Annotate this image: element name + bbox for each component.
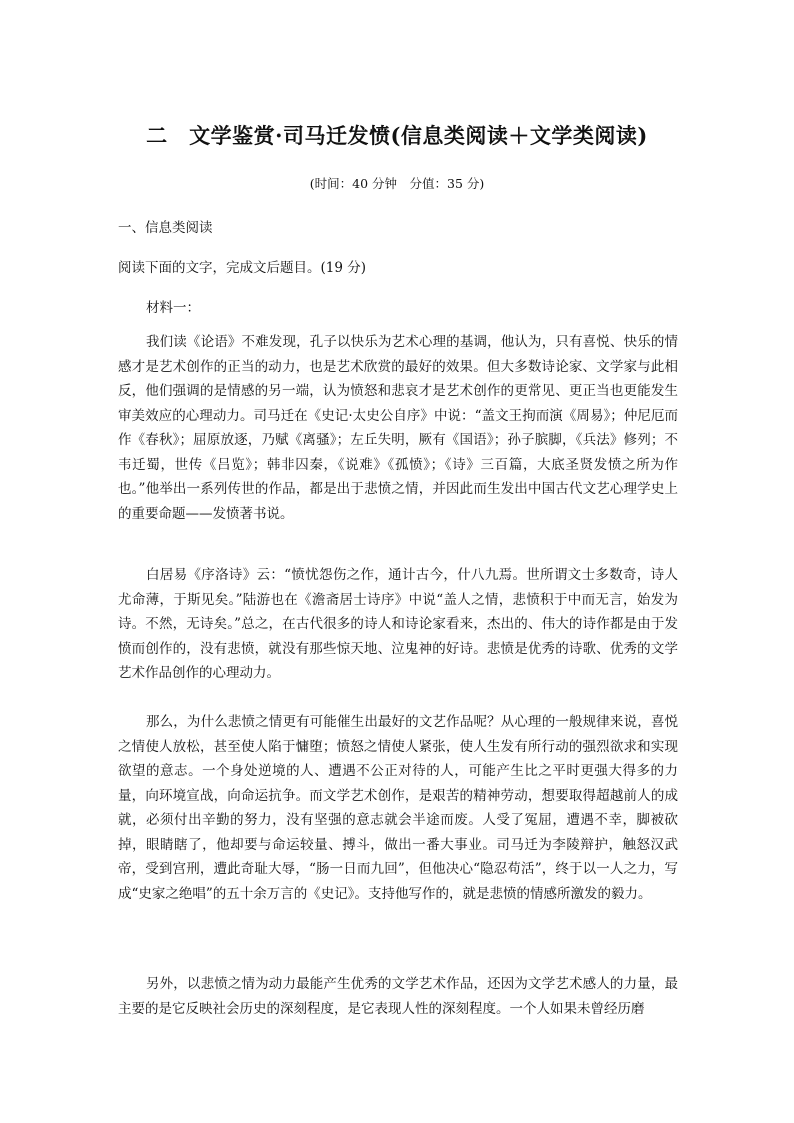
paragraph: 我们读《论语》不难发现，孔子以快乐为艺术心理的基调，他认为，只有喜悦、快乐的情感才是艺术创作的正当的动力，也是艺术欣赏的最好的效果。但大多数诗论家、文学家与此相反，他们强调的是情感的另一端，认为愤怒和悲哀才是艺术创作的更常见、更正当也更能发生审美效应的心理动力。司马迁在《史记·太史公自序》中说：“盖文王拘而演《周易》；仲尼厄而作《春秋》；屈原放逐，乃赋《离骚》；左丘失明，厥有《国语》；孙子膑脚，《兵法》修列；不韦迁蜀，世传《吕览》；韩非囚秦，《说难》《孤愤》；《诗》三百篇，大底圣贤发愤之所为作也。”他举出一系列传世的作品，都是出于悲愤之情，并因此而生发出中国古代文艺心理学史上的重要命题——发愤著书说。 <box>118 334 678 522</box>
section-heading: 一、信息类阅读 <box>118 220 213 236</box>
instruction-text: 阅读下面的文字，完成文后题目。(19 分) <box>118 260 367 276</box>
paragraph: 那么，为什么悲愤之情更有可能催生出最好的文艺作品呢？从心理的一般规律来说，喜悦之情使人放松，甚至使人陷于慵堕；愤怒之情使人紧张，使人生发有所行动的强烈欲求和实现欲望的意志。一个身处逆境的人、遭遇不公正对待的人，可能产生比之平时更强大得多的力量，向环境宣战，向命运抗争。而文学艺术创作，是艰苦的精神劳动，想要取得超越前人的成就，必须付出辛勤的努力，没有坚强的意志就会半途而废。人受了冤屈，遭遇不幸，脚被砍掉，眼睛瞎了，他却要与命运较量、搏斗，做出一番大事业。司马迁为李陵辩护，触怒汉武帝，受到宫刑，遭此奇耻大辱，“肠一日而九回”，但他决心“隐忍苟活”，终于以一人之力，写成“史家之绝唱”的五十余万言的《史记》。支持他写作的，就是悲愤的情感所激发的毅力。 <box>118 714 678 902</box>
paragraph: 另外，以悲愤之情为动力最能产生优秀的文学艺术作品，还因为文学艺术感人的力量，最主要的是它反映社会历史的深刻程度，是它表现人性的深刻程度。一个人如果未曾经历磨 <box>118 976 678 1017</box>
paragraph: 白居易《序洛诗》云：“愤忧怨伤之作，通计古今，什八九焉。世所谓文士多数奇，诗人尤命薄，于斯见矣。”陆游也在《澹斋居士诗序》中说“盖人之情，悲愤积于中而无言，始发为诗。不然，无诗矣。”总之，在古代很多的诗人和诗论家看来，杰出的、伟大的诗作都是由于发愤而创作的，没有悲愤，就没有那些惊天地、泣鬼神的好诗。悲愤是优秀的诗歌、优秀的文学艺术作品创作的心理动力。 <box>118 567 678 681</box>
material-label: 材料一： <box>146 300 200 316</box>
time-score-info: (时间：40 分钟 分值：35 分) <box>309 176 485 191</box>
document-title: 二 文学鉴赏·司马迁发愤(信息类阅读＋文学类阅读) <box>146 123 648 148</box>
